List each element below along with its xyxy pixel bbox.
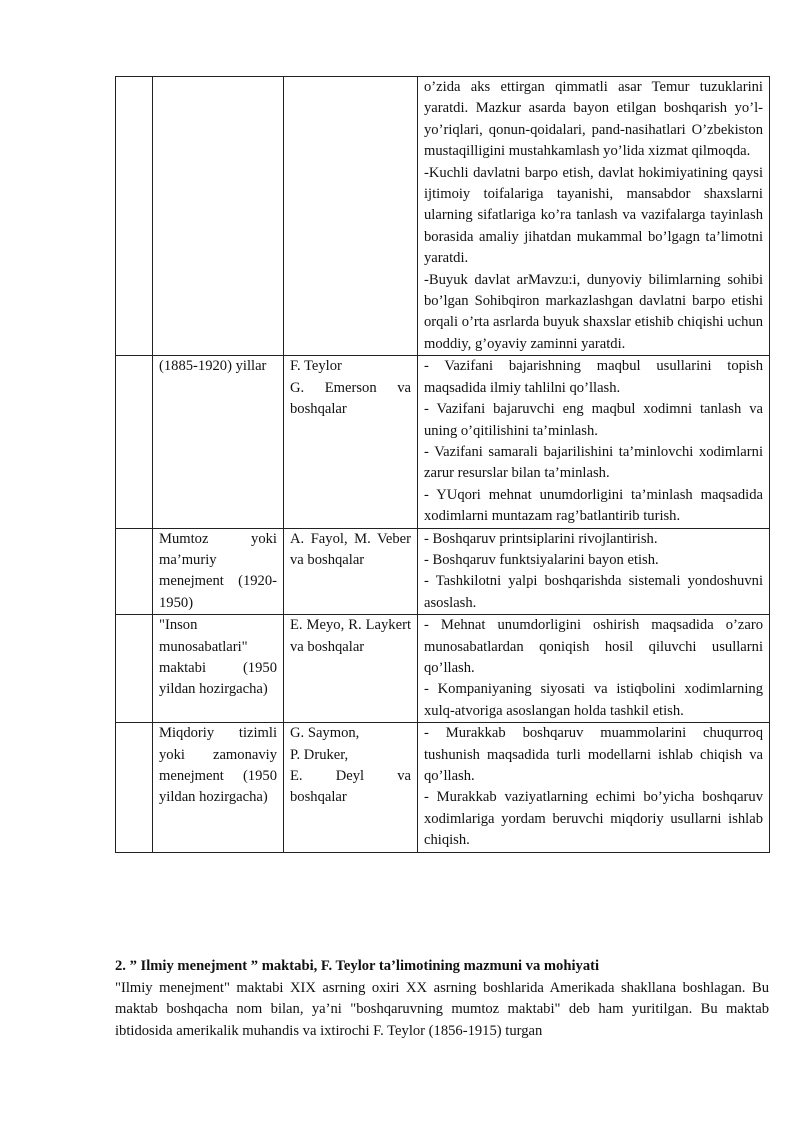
content-line: - Tashkilotni yalpi boshqarishda sistemali yondoshuvni asoslash. <box>424 573 763 611</box>
authors-line: G. Saymon, <box>290 725 360 742</box>
section-paragraph: "Ilmiy menejment" maktabi XIX asrning oxiri XX asrning boshlarida Amerikada shakllana boshlagan. Bu maktab boshqacha nom bilan, ya’ni "boshqaruvning mumtoz maktabi" deb ham yuritilgan. Bu maktab ibtidosida amerikalik muhandis va ixtirochi F. Teylor (1856-1915) turgan <box>115 980 769 1039</box>
table-row <box>116 615 770 723</box>
authors-cell <box>284 356 418 528</box>
content-line: - YUqori mehnat unumdorligini ta’minlash maqsadida xodimlarni muntazam rag’batlantirib turish. <box>424 486 763 525</box>
content-line: - Boshqaruv printsiplarini rivojlantirish. <box>424 530 658 547</box>
content-cell <box>418 723 770 852</box>
content-cell <box>418 77 770 356</box>
authors-cell <box>284 615 418 723</box>
content-line: -Buyuk davlat arMavzu:i, dunyoviy bilimlarning sohibi bo’lgan Sohibqiron markazlashgan davlatni barpo etishi orqali o’rta asrlarda buyuk shaxslar etishib chiqishi uchun moddiy, g’oyaviy zaminni yaratdi. <box>424 271 763 352</box>
row-number-cell <box>116 77 153 356</box>
content-line: - Vazifani samarali bajarilishini ta’minlovchi xodimlarni zarur resurslar bilan ta’minlash. <box>424 443 763 482</box>
row-number-cell <box>116 528 153 615</box>
period-line: Mumtoz yoki ma’muriy menejment (1920-1950) <box>159 530 277 611</box>
authors-cell <box>284 723 418 852</box>
management-schools-table <box>115 76 770 853</box>
table-row <box>116 528 770 615</box>
content-cell <box>418 528 770 615</box>
content-line: -Kuchli davlatni barpo etish, davlat hokimiyatining qaysi ijtimoiy toifalariga tayanishi, mansabdor shaxslarni ularning sifatlariga ko’ra tanlash va vazifalarga tayinlash borasida amaliy jihatdan mukammal bo’lgagn ta’limotni yaratdi. <box>424 164 763 267</box>
content-line: - Vazifani bajarishning maqbul usullarini topish maqsadida ilmiy tahlilni qo’llash. <box>424 358 763 396</box>
content-line: - Boshqaruv funktsiyalarini bayon etish. <box>424 551 659 568</box>
table-row <box>116 77 770 356</box>
period-cell <box>153 528 284 615</box>
content-line: - Murakkab vaziyatlarning echimi bo’yicha boshqaruv xodimlariga yordam beruvchi miqdoriy usullarni ishlab chiqish. <box>424 789 763 849</box>
authors-cell <box>284 528 418 615</box>
period-cell <box>153 77 284 356</box>
period-cell <box>153 615 284 723</box>
authors-line: A. Fayol, M. Veber va boshqalar <box>290 530 411 568</box>
period-line: (1885-1920) yillar <box>159 358 267 375</box>
content-line: o’zida aks ettirgan qimmatli asar Temur tuzuklarini yaratdi. Mazkur asarda bayon etilgan boshqarish yo’l-yo’riqlari, qonun-qoidalari, pand-nasihatlari O’zbekiston mustaqilligini mustahkamlash yo’lida xizmat qilmoqda. <box>424 79 763 160</box>
content-line: - Vazifani bajaruvchi eng maqbul xodimni tanlash va uning o’qitilishini ta’minlash. <box>424 401 763 439</box>
content-line: - Kompaniyaning siyosati va istiqbolini xodimlarning xulq-atvoriga asoslangan holda tashkil etish. <box>424 681 763 719</box>
authors-line: G. Emerson va boshqalar <box>290 379 411 418</box>
period-cell <box>153 723 284 852</box>
period-cell <box>153 356 284 528</box>
content-cell <box>418 356 770 528</box>
period-line: "Inson munosabatlari" maktabi (1950 yildan hozirgacha) <box>159 617 277 698</box>
row-number-cell <box>116 723 153 852</box>
section-heading: 2. ” Ilmiy menejment ” maktabi, F. Teylor ta’limotining mazmuni va mohiyati <box>115 958 600 974</box>
content-cell <box>418 615 770 723</box>
period-line: Miqdoriy tizimli yoki zamonaviy menejment (1950 yildan hozirgacha) <box>159 725 277 806</box>
authors-cell <box>284 77 418 356</box>
authors-line: F. Teylor <box>290 358 342 375</box>
table-row <box>116 723 770 852</box>
row-number-cell <box>116 615 153 723</box>
content-line: - Mehnat unumdorligini oshirish maqsadida o’zaro munosabatlardan qoniqish hosil qiluvchi usullarni qo’llash. <box>424 617 763 676</box>
row-number-cell <box>116 356 153 528</box>
content-line: - Murakkab boshqaruv muammolarini chuqurroq tushunish maqsadida turli modellarni ishlab chiqish va qo’llash. <box>424 725 763 784</box>
table-row <box>116 356 770 528</box>
authors-line: E. Meyo, R. Laykert va boshqalar <box>290 617 411 655</box>
authors-line: E. Deyl va boshqalar <box>290 768 411 806</box>
authors-line: P. Druker, <box>290 746 349 763</box>
